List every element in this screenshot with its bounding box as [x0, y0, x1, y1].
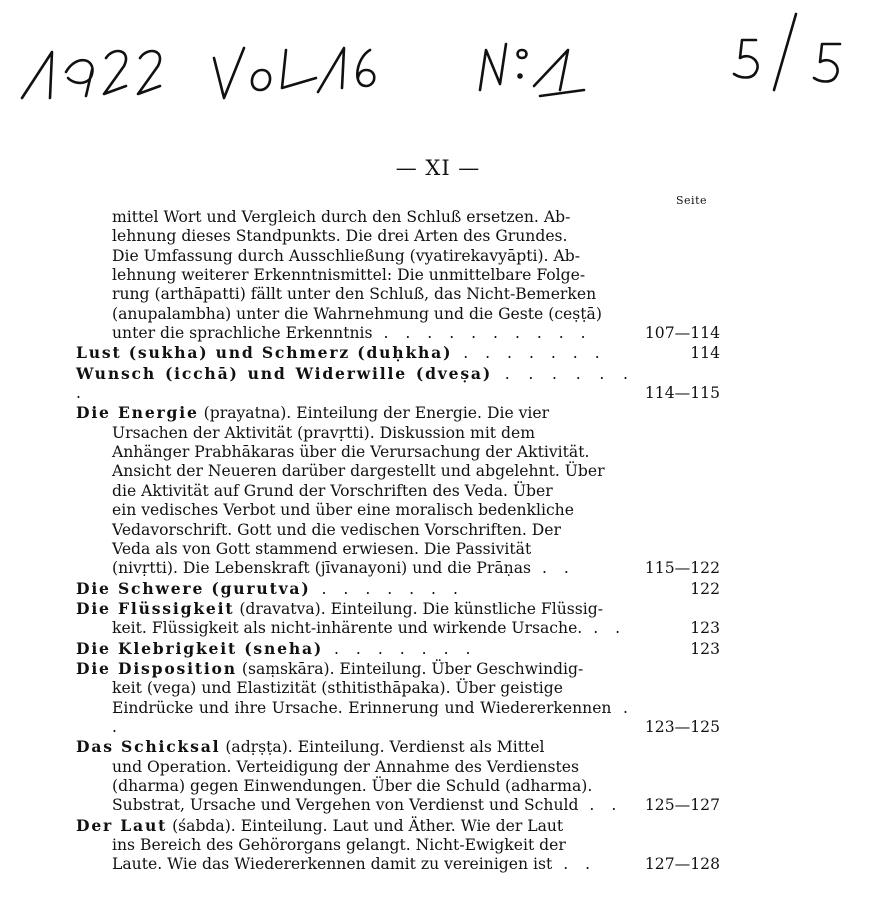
leader-dots: . .: [582, 619, 627, 638]
toc-entry-text: [76, 364, 634, 404]
toc-line: lehnung dieses Standpunkts. Die drei Arten des Grundes.: [112, 227, 568, 246]
toc-heading: Das Schicksal: [76, 737, 221, 757]
leader-dots: . . . . . . .: [323, 639, 477, 658]
toc-line: (dharma) gegen Einwendungen. Über die Schuld (adharma).: [112, 776, 593, 795]
toc-page-range: 127—128: [644, 855, 720, 874]
toc-entry: [76, 599, 726, 639]
handwriting-drawing: [0, 0, 876, 120]
handwritten-annotation: [0, 0, 876, 120]
toc-line: rung (arthāpatti) fällt unter den Schluß, das Nicht-Bemerken: [112, 285, 597, 304]
toc-page-range: 125—127: [644, 796, 720, 815]
toc-line: und Operation. Verteidigung der Annahme des Verdienstes: [112, 757, 580, 776]
toc-page-range: 123—125: [644, 717, 720, 736]
table-of-contents: [76, 208, 726, 875]
toc-entry: [76, 343, 726, 363]
toc-page-range: 123: [690, 619, 720, 638]
toc-line: mittel Wort und Vergleich durch den Schluß ersetzen. Ab-: [112, 208, 571, 226]
toc-entry: [76, 403, 726, 578]
toc-entry: [76, 364, 726, 404]
toc-entry-text: Die Energie (prayatna). Einteilung der Energie. Die vier Ursachen der Aktivität (pravṛtti). Diskussion mit dem Anhänger Prabhākaras über die Verursachung der Aktivität. Ansicht der Neueren darüber dargestellt und abgelehnt. Über die Aktivität auf Grund der Vorschriften des Veda. Über ein vedisches Verbot und über eine moralisch bedenkliche Vedavorschrift. Gott und die vedischen Vorschriften. Der Veda als von Gott stammend erwiesen. Die Passivität (nivṛtti). Die Lebenskraft (jīvanayoni) und die Prāṇas . .: [76, 403, 634, 578]
toc-line: lehnung weiterer Erkenntnismittel: Die unmittelbare Folge-: [112, 266, 586, 285]
toc-heading: Lust (sukha) und Schmerz (duḥkha): [76, 343, 453, 363]
leader-dots: . .: [112, 698, 634, 736]
page-column-header: Seite: [676, 194, 707, 207]
leader-dots: . .: [552, 855, 597, 874]
toc-entry: [76, 816, 726, 875]
page-number: — XI —: [395, 156, 481, 180]
toc-line: Eindrücke und ihre Ursache. Erinnerung und Wiedererkennen . .: [112, 698, 634, 736]
toc-page-range: 114—115: [644, 384, 720, 403]
leader-dots: . . . . . . .: [310, 579, 464, 598]
toc-line: die Aktivität auf Grund der Vorschriften des Veda. Über: [112, 481, 553, 500]
toc-page-range: 107—114: [644, 324, 720, 343]
toc-line: Anhänger Prabhākaras über die Verursachung der Aktivität.: [112, 443, 590, 462]
toc-line: keit (vega) und Elastizität (sthitisthāpaka). Über geistige: [112, 679, 563, 698]
toc-entry: [76, 639, 726, 659]
leader-dots: . .: [578, 796, 623, 815]
toc-entry: [76, 579, 726, 599]
toc-heading: Der Laut: [76, 815, 168, 835]
toc-entry-text: [76, 208, 634, 343]
toc-page-range: 122: [690, 579, 720, 598]
toc-line: ein vedisches Verbot und über eine moralisch bedenkliche: [112, 501, 574, 520]
toc-line: keit. Flüssigkeit als nicht-inhärente und wirkende Ursache. . .: [112, 619, 627, 638]
toc-entry: [76, 659, 726, 737]
toc-heading: Die Disposition: [76, 658, 237, 678]
toc-heading: Die Flüssigkeit: [76, 598, 235, 618]
toc-line: Ursachen der Aktivität (pravṛtti). Diskussion mit dem: [112, 423, 536, 442]
toc-page-range: 115—122: [644, 559, 720, 578]
toc-line: Die Umfassung durch Ausschließung (vyatirekavyāpti). Ab-: [112, 246, 580, 265]
toc-line: Vedavorschrift. Gott und die vedischen Vorschriften. Der: [112, 520, 561, 539]
toc-entry: [76, 737, 726, 815]
toc-entry-text: Der Laut (śabda). Einteilung. Laut und Äther. Wie der Laut ins Bereich des Gehörorgans gelangt. Nicht-Ewigkeit der Laute. Wie das Wiedererkennen damit zu vereinigen ist . .: [76, 816, 634, 875]
toc-entry-text: [76, 343, 634, 363]
toc-line: Veda als von Gott stammend erwiesen. Die Passivität: [112, 539, 532, 558]
toc-line: Substrat, Ursache und Vergehen von Verdienst und Schuld . .: [112, 796, 623, 815]
leader-dots: . . . . . . .: [452, 344, 606, 363]
toc-line: Laute. Wie das Wiedererkennen damit zu vereinigen ist . .: [112, 855, 597, 874]
leader-dots: . .: [531, 559, 575, 578]
leader-dots: . . . . . . .: [76, 364, 634, 403]
toc-heading: Die Klebrigkeit (sneha): [76, 638, 324, 658]
toc-heading: Die Energie: [76, 403, 199, 423]
toc-page-range: 114: [690, 344, 720, 363]
toc-heading: Wunsch (icchā) und Widerwille (dveṣa): [76, 363, 493, 383]
toc-entry-text: Die Flüssigkeit (dravatva). Einteilung. Die künstliche Flüssig- keit. Flüssigkeit als nicht-inhärente und wirkende Ursache. . .: [76, 599, 634, 639]
toc-line: (anupalambha) unter die Wahrnehmung und die Geste (ceṣṭā): [112, 304, 602, 323]
toc-entry-text: Das Schicksal (adṛṣṭa). Einteilung. Verdienst als Mittel und Operation. Verteidigung der Annahme des Verdienstes (dharma) gegen Einwendungen. Über die Schuld (adharma). Substrat, Ursache und Vergehen von Verdienst und Schuld . .: [76, 737, 634, 815]
toc-entry-text: [76, 579, 634, 599]
toc-entry-text: [76, 639, 634, 659]
toc-line: ins Bereich des Gehörorgans gelangt. Nicht-Ewigkeit der: [112, 836, 566, 854]
toc-page-range: 123: [690, 639, 720, 658]
toc-line: (nivṛtti). Die Lebenskraft (jīvanayoni) und die Prāṇas . .: [112, 559, 575, 578]
toc-line: unter die sprachliche Erkenntnis . . . . . . . . . .: [112, 324, 592, 343]
toc-line: Ansicht der Neueren darüber dargestellt und abgelehnt. Über: [112, 462, 605, 481]
toc-entry-text: Die Disposition (saṃskāra). Einteilung. Über Geschwindig- keit (vega) und Elastizität (sthitisthāpaka). Über geistige Eindrücke und ihre Ursache. Erinnerung und Wiedererkennen . .: [76, 658, 634, 736]
toc-heading: Die Schwere (gurutva): [76, 578, 311, 598]
leader-dots: . . . . . . . . . .: [372, 324, 592, 343]
toc-entry: [76, 208, 726, 343]
